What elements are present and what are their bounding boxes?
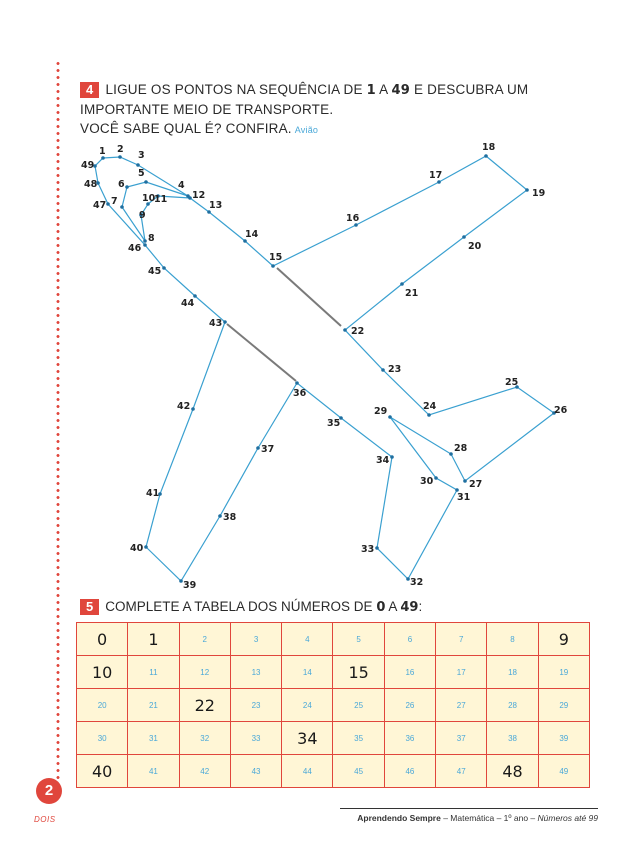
dot-7	[120, 205, 124, 209]
exercise-5-to: 49	[400, 600, 419, 615]
dot-29	[388, 415, 392, 419]
table-cell-blank[interactable]: 29	[538, 689, 589, 722]
table-cell-blank[interactable]: 33	[230, 722, 281, 755]
table-cell-blank[interactable]: 25	[333, 689, 384, 722]
dot-label-28: 28	[454, 443, 468, 454]
number-table-0-49	[76, 622, 590, 788]
exercise-4-to: 49	[391, 83, 411, 98]
dot-8	[143, 239, 147, 243]
dot-label-41: 41	[146, 488, 160, 499]
table-cell-filled: 48	[487, 755, 538, 788]
table-cell-filled: 15	[333, 656, 384, 689]
table-cell-blank[interactable]: 8	[487, 623, 538, 656]
table-cell-blank[interactable]: 16	[384, 656, 435, 689]
dot-label-31: 31	[457, 492, 471, 503]
table-cell-blank[interactable]: 4	[282, 623, 333, 656]
table-cell-blank[interactable]: 24	[282, 689, 333, 722]
dot-46	[143, 243, 147, 247]
dot-label-42: 42	[177, 401, 191, 412]
dot-33	[375, 546, 379, 550]
dot-label-14: 14	[245, 229, 259, 240]
dot-label-36: 36	[293, 388, 307, 399]
dot-label-40: 40	[130, 543, 144, 554]
dot-label-3: 3	[138, 150, 145, 161]
table-cell-filled: 9	[538, 623, 589, 656]
dot-label-24: 24	[423, 401, 437, 412]
dot-label-5: 5	[138, 168, 145, 179]
exercise-4-line-2: IMPORTANTE MEIO DE TRANSPORTE.	[80, 102, 334, 117]
dot-label-20: 20	[468, 241, 482, 252]
table-cell-blank[interactable]: 13	[230, 656, 281, 689]
dot-label-43: 43	[209, 318, 223, 329]
table-cell-blank[interactable]: 17	[436, 656, 487, 689]
footer-rule	[340, 808, 598, 809]
table-row	[77, 656, 590, 689]
dot-label-23: 23	[388, 364, 402, 375]
dot-3	[136, 163, 140, 167]
dot-label-45: 45	[148, 266, 162, 277]
dot-label-9: 9	[139, 210, 146, 221]
dot-label-38: 38	[223, 512, 237, 523]
dot-34	[390, 455, 394, 459]
dot-label-22: 22	[351, 326, 365, 337]
dot-label-25: 25	[505, 377, 519, 388]
table-row	[77, 689, 590, 722]
dot-label-19: 19	[532, 188, 546, 199]
dot-label-33: 33	[361, 544, 375, 555]
table-cell-blank[interactable]: 32	[179, 722, 230, 755]
table-row	[77, 755, 590, 788]
table-cell-filled: 40	[77, 755, 128, 788]
dot-label-11: 11	[154, 194, 168, 205]
dot-36	[295, 381, 299, 385]
table-cell-blank[interactable]: 27	[436, 689, 487, 722]
table-cell-blank[interactable]: 45	[333, 755, 384, 788]
dot-42	[191, 407, 195, 411]
table-cell-blank[interactable]: 41	[128, 755, 179, 788]
footer-book: Aprendendo Sempre	[357, 813, 441, 823]
dot-28	[449, 452, 453, 456]
dot-label-8: 8	[148, 233, 155, 244]
dot-20	[462, 235, 466, 239]
table-cell-blank[interactable]: 19	[538, 656, 589, 689]
dot-label-1: 1	[99, 146, 106, 157]
table-row	[77, 623, 590, 656]
dot-label-4: 4	[178, 180, 185, 191]
table-cell-blank[interactable]: 14	[282, 656, 333, 689]
table-cell-blank[interactable]: 7	[436, 623, 487, 656]
dot-label-44: 44	[181, 298, 195, 309]
dot-label-18: 18	[482, 142, 496, 153]
table-cell-blank[interactable]: 23	[230, 689, 281, 722]
table-cell-blank[interactable]: 18	[487, 656, 538, 689]
dot-label-16: 16	[346, 213, 360, 224]
dot-label-29: 29	[374, 406, 388, 417]
exercise-5-text-3: :	[418, 599, 423, 614]
dot-37	[256, 446, 260, 450]
footer-middle: – Matemática – 1º ano –	[440, 813, 538, 823]
table-cell-filled: 34	[282, 722, 333, 755]
table-cell-blank[interactable]: 12	[179, 656, 230, 689]
numbered-dots	[81, 142, 568, 591]
table-cell-blank[interactable]: 21	[128, 689, 179, 722]
dot-22	[343, 328, 347, 332]
dot-30	[434, 476, 438, 480]
exercise-4-text-1: LIGUE OS PONTOS NA SEQUÊNCIA DE	[105, 82, 367, 97]
exercise-4-text-3: E DESCUBRA UM	[410, 82, 529, 97]
table-cell-blank[interactable]: 26	[384, 689, 435, 722]
dot-label-47: 47	[93, 200, 107, 211]
table-cell-blank[interactable]: 49	[538, 755, 589, 788]
dot-label-34: 34	[376, 455, 390, 466]
table-cell-blank[interactable]: 39	[538, 722, 589, 755]
right-wing-root-line	[277, 268, 341, 326]
dot-label-30: 30	[420, 476, 434, 487]
dot-23	[381, 368, 385, 372]
dot-label-49: 49	[81, 160, 95, 171]
table-cell-blank[interactable]: 42	[179, 755, 230, 788]
table-cell-blank[interactable]: 35	[333, 722, 384, 755]
table-cell-blank[interactable]: 38	[487, 722, 538, 755]
table-cell-filled: 10	[77, 656, 128, 689]
dot-15	[271, 264, 275, 268]
exercise-4-number: 4	[80, 82, 99, 98]
exercise-5-text-2: A	[385, 599, 401, 614]
dot-18	[484, 154, 488, 158]
dot-21	[400, 282, 404, 286]
table-cell-blank[interactable]: 31	[128, 722, 179, 755]
table-cell-blank[interactable]: 46	[384, 755, 435, 788]
exercise-5-from: 0	[376, 600, 386, 615]
table-cell-filled: 1	[128, 623, 179, 656]
table-cell-blank[interactable]: 20	[77, 689, 128, 722]
table-cell-blank[interactable]: 6	[384, 623, 435, 656]
dot-2	[118, 155, 122, 159]
dot-label-46: 46	[128, 243, 142, 254]
table-cell-blank[interactable]: 3	[230, 623, 281, 656]
table-cell-filled: 0	[77, 623, 128, 656]
dot-label-48: 48	[84, 179, 98, 190]
exercise-5-instructions	[80, 597, 422, 617]
dot-45	[162, 266, 166, 270]
dot-label-2: 2	[117, 144, 124, 155]
dot-label-35: 35	[327, 418, 341, 429]
dot-label-21: 21	[405, 288, 419, 299]
dot-47	[106, 202, 110, 206]
dot-27	[463, 479, 467, 483]
table-cell-blank[interactable]: 36	[384, 722, 435, 755]
exercise-5-text-1: COMPLETE A TABELA DOS NÚMEROS DE	[105, 599, 377, 614]
airplane-outline	[95, 156, 554, 581]
dot-label-17: 17	[429, 170, 443, 181]
dot-label-37: 37	[261, 444, 275, 455]
table-cell-blank[interactable]: 5	[333, 623, 384, 656]
table-cell-blank[interactable]: 11	[128, 656, 179, 689]
dot-38	[218, 514, 222, 518]
dot-label-6: 6	[118, 179, 125, 190]
table-cell-blank[interactable]: 2	[179, 623, 230, 656]
table-cell-blank[interactable]: 30	[77, 722, 128, 755]
page-number-word: DOIS	[34, 815, 56, 824]
exercise-4-from: 1	[366, 83, 376, 98]
table-cell-blank[interactable]: 43	[230, 755, 281, 788]
dot-label-12: 12	[192, 190, 206, 201]
table-row	[77, 722, 590, 755]
table-cell-blank[interactable]: 37	[436, 722, 487, 755]
exercise-4-answer: Avião	[294, 125, 319, 135]
dot-label-15: 15	[269, 252, 283, 263]
dot-label-32: 32	[410, 577, 424, 588]
page-number-badge: 2	[36, 778, 62, 804]
table-cell-blank[interactable]: 28	[487, 689, 538, 722]
footer-credit	[357, 813, 598, 823]
table-cell-blank[interactable]: 47	[436, 755, 487, 788]
dot-19	[525, 188, 529, 192]
dot-6	[125, 185, 129, 189]
dot-24	[427, 413, 431, 417]
dot-label-7: 7	[111, 196, 118, 207]
dot-label-39: 39	[183, 580, 197, 591]
exercise-4-text-2: A	[375, 82, 392, 97]
dot-label-10: 10	[142, 193, 156, 204]
dot-label-13: 13	[209, 200, 223, 211]
table-cell-blank[interactable]: 44	[282, 755, 333, 788]
exercise-5-number: 5	[80, 599, 99, 615]
dot-40	[144, 545, 148, 549]
table-cell-filled: 22	[179, 689, 230, 722]
dot-43	[223, 320, 227, 324]
dot-5	[144, 180, 148, 184]
dot-label-26: 26	[554, 405, 568, 416]
exercise-4-line-3: VOCÊ SABE QUAL É? CONFIRA.	[80, 121, 292, 136]
dot-label-27: 27	[469, 479, 483, 490]
left-wing-root-line	[227, 324, 296, 381]
footer-unit: Números até 99	[537, 813, 598, 823]
